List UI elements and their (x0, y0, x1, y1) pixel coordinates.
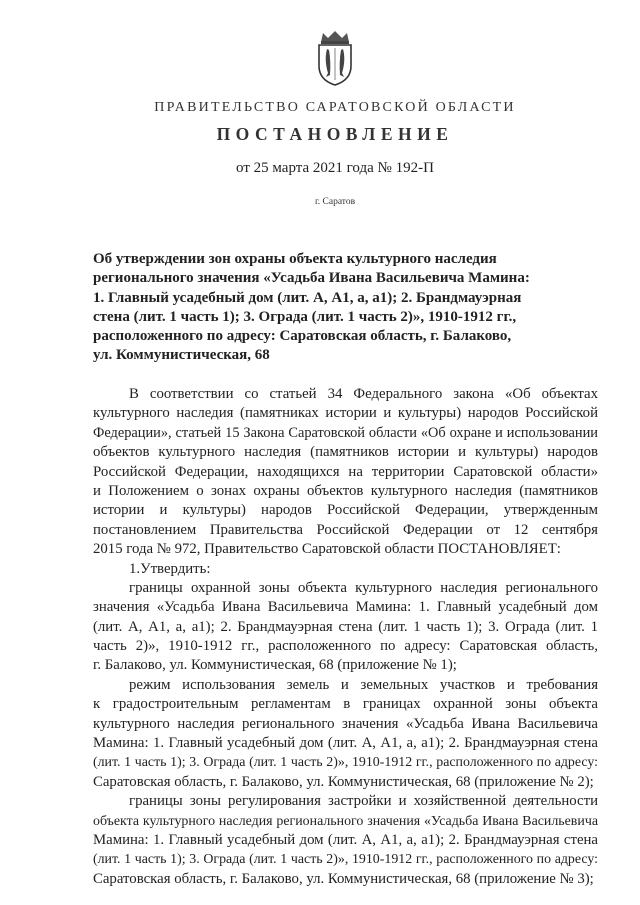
document-date-number: от 25 марта 2021 года № 192-П (236, 160, 434, 176)
body-line: к градостроительным регламентам в границах охранной зоны объекта (93, 696, 598, 713)
body-line: 2015 года № 972, Правительство Саратовской области ПОСТАНОВЛЯЕТ: (93, 541, 561, 558)
body-line: и Положением о зонах охраны объектов культурного наследия (памятников (93, 482, 598, 499)
body-line: постановлением Правительства Российской Федерации от 12 сентября (93, 521, 598, 538)
body-line: (лит. 1 часть 1); 3. Ограда (лит. 1 часть 2)», 1910-1912 гг., расположенного по адресу: (93, 755, 598, 771)
body-line: границы охранной зоны объекта культурного наследия регионального (129, 579, 598, 596)
body-line: 1.Утвердить: (129, 560, 211, 577)
subject-line: стена (лит. 1 часть 1); 3. Ограда (лит. 1 часть 2)», 1910-1912 гг., (93, 308, 517, 325)
subject-line: 1. Главный усадебный дом (лит. А, А1, а, а1); 2. Брандмауэрная (93, 289, 522, 306)
body-line: Саратовская область, г. Балаково, ул. Коммунистическая, 68 (приложение № 2); (93, 773, 594, 790)
body-line: культурного наследия регионального значения «Усадьба Ивана Васильевича (93, 715, 598, 732)
subject-line: расположенного по адресу: Саратовская область, г. Балаково, (93, 328, 512, 345)
body-line: В соответствии со статьей 34 Федерального закона «Об объектах (129, 386, 598, 402)
body-line: объекта культурного наследия регионального значения «Усадьба Ивана Васильевича (93, 813, 598, 829)
body-line: Саратовская область, г. Балаково, ул. Коммунистическая, 68 (приложение № 3); (93, 870, 594, 887)
body-line: (лит. А, А1, а, а1); 2. Брандмауэрная стена (лит. 1 часть 1); 3. Ограда (лит. 1 (93, 618, 598, 635)
body-line: истории и культуры) народов Российской Федерации, утвержденным (93, 502, 598, 519)
body-line: (лит. 1 часть 1); 3. Ограда (лит. 1 часть 2)», 1910-1912 гг., расположенного по адресу: (93, 852, 598, 868)
body-line: Мамина: 1. Главный усадебный дом (лит. А, А1, а, а1); 2. Брандмауэрная стена (93, 831, 598, 848)
subject-line: регионального значения «Усадьба Ивана Васильевича Мамина: (93, 270, 530, 287)
document-city: г. Саратов (314, 197, 356, 207)
body-line: границы зоны регулирования застройки и хозяйственной деятельности (129, 793, 598, 810)
body-line: культурного наследия (памятниках истории и культуры) народов Российской (93, 405, 598, 422)
document-body (93, 385, 598, 889)
body-line: г. Балаково, ул. Коммунистическая, 68 (приложение № 1); (93, 657, 457, 674)
saratov-coat-of-arms-icon (313, 30, 357, 86)
government-name: ПРАВИТЕЛЬСТВО САРАТОВСКОЙ ОБЛАСТИ (154, 100, 516, 115)
body-line: Российской Федерации, находящихся на территории Саратовской области» (93, 463, 598, 480)
document-type: ПОСТАНОВЛЕНИЕ (216, 124, 454, 144)
body-line: значения «Усадьба Ивана Васильевича Мамина: 1. Главный усадебный дом (93, 599, 598, 616)
document-subject (93, 250, 573, 366)
subject-line: ул. Коммунистическая, 68 (93, 347, 270, 364)
body-line: режим использования земель и земельных участков и требования (129, 676, 598, 693)
body-line: Федерации», статьей 15 Закона Саратовской области «Об охране и использовании (93, 424, 598, 441)
subject-line: Об утверждении зон охраны объекта культурного наследия (93, 251, 497, 267)
body-line: часть 2)», 1910-1912 гг., расположенного по адресу: Саратовская область, (93, 638, 598, 655)
body-line: объектов культурного наследия (памятников истории и культуры) народов (93, 444, 598, 461)
body-line: Мамина: 1. Главный усадебный дом (лит. А, А1, а, а1); 2. Брандмауэрная стена (93, 735, 598, 752)
